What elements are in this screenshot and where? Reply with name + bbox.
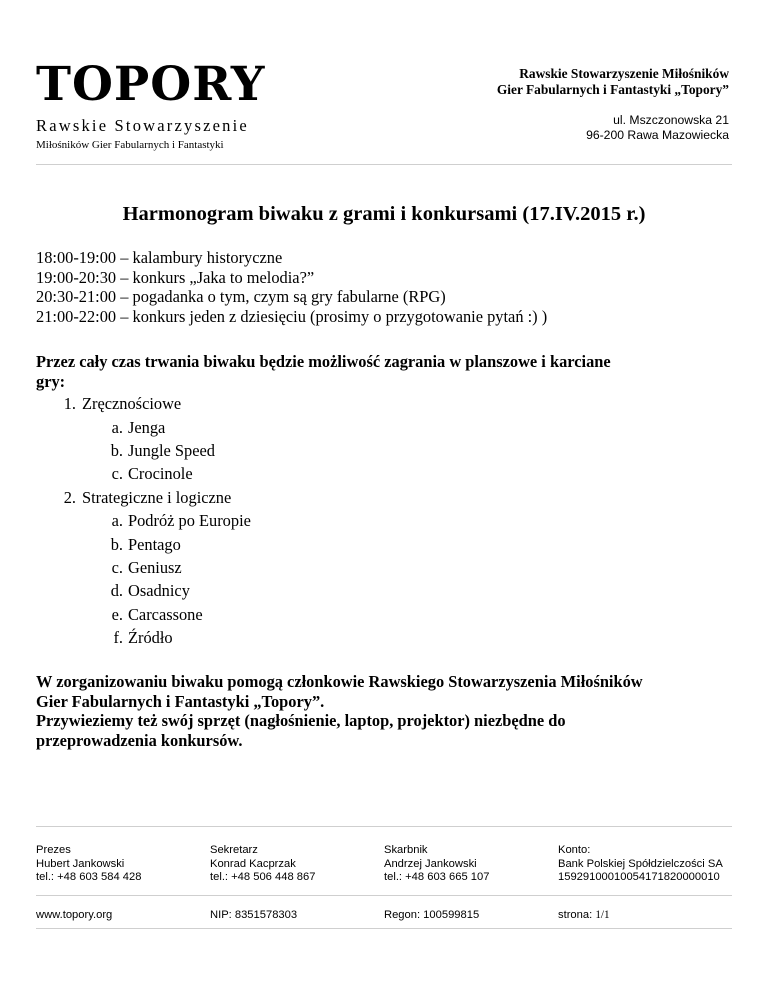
games-intro-line-2: gry: (36, 371, 66, 391)
footer-nip: NIP: 8351578303 (210, 909, 298, 921)
address-city: 96-200 Rawa Mazowiecka (586, 128, 729, 142)
game-item-name: Źródło (128, 628, 173, 648)
game-item-name: Geniusz (128, 557, 182, 577)
info-line: Przywieziemy też swój sprzęt (nagłośnienie, laptop, projektor) niezbędne do (36, 711, 566, 730)
footer-role: Konto: (558, 844, 591, 856)
footer-column-account (558, 844, 758, 885)
games-intro (36, 352, 736, 391)
game-item-name: Jungle Speed (128, 440, 215, 460)
footer-phone: tel.: +48 603 584 428 (36, 871, 142, 884)
footer-divider-bottom (36, 928, 732, 929)
game-item-name: Osadnicy (128, 581, 190, 601)
footer-person-name: Andrzej Jankowski (384, 857, 477, 870)
game-category (36, 486, 736, 509)
game-item-name: Crocinole (128, 464, 193, 484)
organization-name-line-2: Gier Fabularnych i Fantastyki „Topory” (496, 82, 729, 97)
footer-account-number: 15929100010054171820000010 (558, 871, 720, 884)
info-line: W zorganizowaniu biwaku pomogą członkowie Rawskiego Stowarzyszenia Miłośników (36, 672, 643, 691)
game-item (36, 603, 736, 626)
footer-column-secretary (210, 844, 410, 885)
game-category (36, 392, 736, 415)
info-paragraph (36, 672, 736, 750)
organization-name-line-1: Rawskie Stowarzyszenie Miłośników (519, 66, 729, 81)
game-item-name: Podróż po Europie (128, 511, 251, 531)
category-name: Zręcznościowe (82, 394, 182, 414)
game-item (36, 626, 736, 649)
game-item (36, 439, 736, 462)
game-item-letter: f. (113, 628, 123, 648)
footer-person-name: Hubert Jankowski (36, 857, 125, 870)
page-label: strona: (558, 909, 593, 921)
game-item-letter: a. (111, 511, 123, 531)
footer-bank-name: Bank Polskiej Spółdzielczości SA (558, 857, 723, 870)
logo-subtitle: Rawskie Stowarzyszenie (36, 116, 249, 135)
footer-phone: tel.: +48 603 665 107 (384, 871, 490, 884)
game-item (36, 533, 736, 556)
game-item (36, 462, 736, 485)
info-line: przeprowadzenia konkursów. (36, 730, 243, 750)
game-item-letter: c. (111, 557, 123, 577)
footer-column-president (36, 844, 236, 885)
schedule-item: 21:00-22:00 – konkurs jeden z dziesięciu (prosimy o przygotowanie pytań :) ) (36, 306, 548, 326)
schedule-list (36, 248, 547, 326)
category-number: 2. (63, 487, 76, 507)
game-item (36, 579, 736, 602)
logo (36, 58, 266, 152)
game-item-letter: b. (110, 440, 123, 460)
footer-website[interactable]: www.topory.org (36, 909, 113, 921)
header-divider (36, 164, 732, 165)
game-item-name: Pentago (128, 534, 181, 554)
game-item-name: Jenga (128, 417, 166, 437)
game-item-letter: a. (111, 417, 123, 437)
organization-name (497, 66, 729, 98)
page-value: 1/1 (595, 909, 610, 921)
footer-person-name: Konrad Kacprzak (210, 857, 296, 870)
games-intro-line-1: Przez cały czas trwania biwaku będzie możliwość zagrania w planszowe i karciane (36, 352, 611, 371)
schedule-item: 18:00-19:00 – kalambury historyczne (36, 248, 283, 267)
footer-role: Skarbnik (384, 844, 428, 856)
game-item-letter: e. (111, 604, 123, 624)
game-item-name: Carcassone (128, 604, 203, 624)
category-number: 1. (63, 394, 76, 414)
game-item (36, 509, 736, 532)
logo-subtitle-2: Miłośników Gier Fabularnych i Fantastyki (36, 139, 224, 151)
address-street: ul. Mszczonowska 21 (613, 113, 729, 127)
footer-phone: tel.: +48 506 448 867 (210, 871, 316, 884)
schedule-item: 19:00-20:30 – konkurs „Jaka to melodia?” (36, 267, 315, 287)
games-section (36, 352, 736, 649)
category-name: Strategiczne i logiczne (82, 487, 232, 507)
game-item-letter: c. (111, 464, 123, 484)
footer-page-number (558, 909, 758, 923)
footer-divider-top (36, 826, 732, 827)
logo-title: TOPORY (36, 57, 266, 112)
game-item-letter: d. (110, 581, 123, 601)
game-item (36, 416, 736, 439)
organization-address (586, 113, 729, 143)
footer-role: Prezes (36, 844, 71, 856)
footer-regon: Regon: 100599815 (384, 909, 480, 921)
game-item (36, 556, 736, 579)
document-title: Harmonogram biwaku z grami i konkursami (17.IV.2015 r.) (122, 203, 646, 225)
game-item-letter: b. (110, 534, 123, 554)
footer-divider-middle (36, 895, 732, 896)
footer-column-treasurer (384, 844, 584, 885)
schedule-item: 20:30-21:00 – pogadanka o tym, czym są gry fabularne (RPG) (36, 287, 446, 307)
footer-role: Sekretarz (210, 844, 258, 856)
info-line: Gier Fabularnych i Fantastyki „Topory”. (36, 691, 325, 711)
